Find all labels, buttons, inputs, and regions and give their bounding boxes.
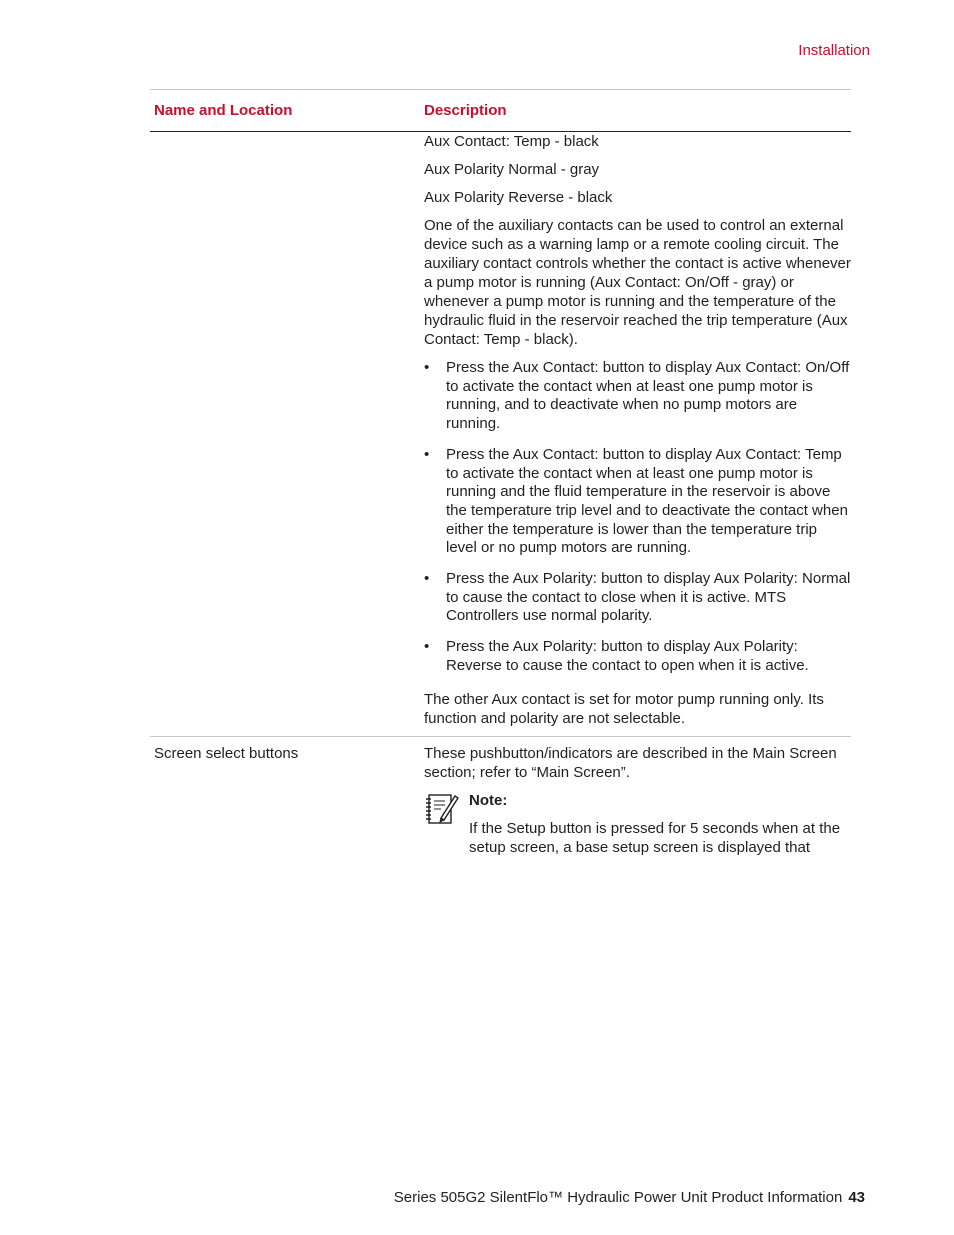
note-body bbox=[469, 791, 851, 857]
bullet-icon: • bbox=[424, 570, 430, 588]
row-description bbox=[420, 132, 851, 728]
table-row bbox=[150, 132, 851, 737]
row-name bbox=[150, 132, 420, 728]
column-header-description: Description bbox=[424, 102, 507, 119]
list-item-text: Press the Aux Contact: button to display Aux Contact: Temp to activate the contact when at least one pump motor is running and the fluid temperature in the reservoir is above the temperature trip level and to deactivate the contact when either the temperature is lower than the temperature trip level or no pump motors are running. bbox=[446, 445, 848, 557]
bullet-icon: • bbox=[424, 638, 430, 656]
note-pencil-icon bbox=[424, 791, 469, 857]
instruction-list bbox=[424, 359, 851, 676]
status-line: Aux Polarity Reverse - black bbox=[424, 189, 613, 206]
list-item-text: Press the Aux Polarity: button to display Aux Polarity: Reverse to cause the contact to open when it is active. bbox=[446, 638, 809, 674]
list-item bbox=[424, 638, 851, 675]
list-item bbox=[424, 570, 851, 626]
list-item-text: Press the Aux Polarity: button to display Aux Polarity: Normal to cause the contact to close when it is active. MTS Controllers use normal polarity. bbox=[446, 570, 851, 625]
note-title: Note: bbox=[469, 791, 508, 809]
row-description bbox=[420, 744, 851, 857]
list-item-text: Press the Aux Contact: button to display Aux Contact: On/Off to activate the contact when at least one pump motor is running, and to deactivate when no pump motors are running. bbox=[446, 359, 850, 433]
table-row bbox=[150, 737, 851, 857]
status-line: Aux Polarity Normal - gray bbox=[424, 161, 600, 178]
status-line: Aux Contact: Temp - black bbox=[424, 133, 599, 150]
footer-title: Series 505G2 SilentFlo™ Hydraulic Power Unit Product Information bbox=[393, 1189, 843, 1206]
column-header-name: Name and Location bbox=[154, 102, 293, 119]
list-item bbox=[424, 359, 851, 434]
row-name: Screen select buttons bbox=[154, 744, 299, 762]
note-box bbox=[424, 791, 851, 857]
description-text: These pushbutton/indicators are described in the Main Screen section; refer to “Main Screen”. bbox=[424, 744, 837, 781]
page-footer bbox=[394, 1189, 865, 1206]
list-item bbox=[424, 446, 851, 558]
aux-contact-paragraph: One of the auxiliary contacts can be used to control an external device such as a warning lamp or a remote cooling circuit. The auxiliary contact controls whether the contact is active whenever a pump motor is running (Aux Contact: On/Off - gray) or whenever a pump motor is running and the temperature of the hydraulic fluid in the reservoir reached the trip temperature (Aux Contact: Temp - black). bbox=[424, 217, 851, 348]
section-header: Installation bbox=[798, 42, 870, 59]
bullet-icon: • bbox=[424, 359, 430, 376]
description-table bbox=[150, 89, 851, 857]
bullet-icon: • bbox=[424, 445, 430, 463]
closing-paragraph: The other Aux contact is set for motor pump running only. Its function and polarity are not selectable. bbox=[424, 690, 824, 727]
table-header bbox=[150, 90, 851, 132]
page-number: 43 bbox=[848, 1189, 865, 1206]
note-text: If the Setup button is pressed for 5 seconds when at the setup screen, a base setup screen is displayed that bbox=[469, 819, 841, 856]
